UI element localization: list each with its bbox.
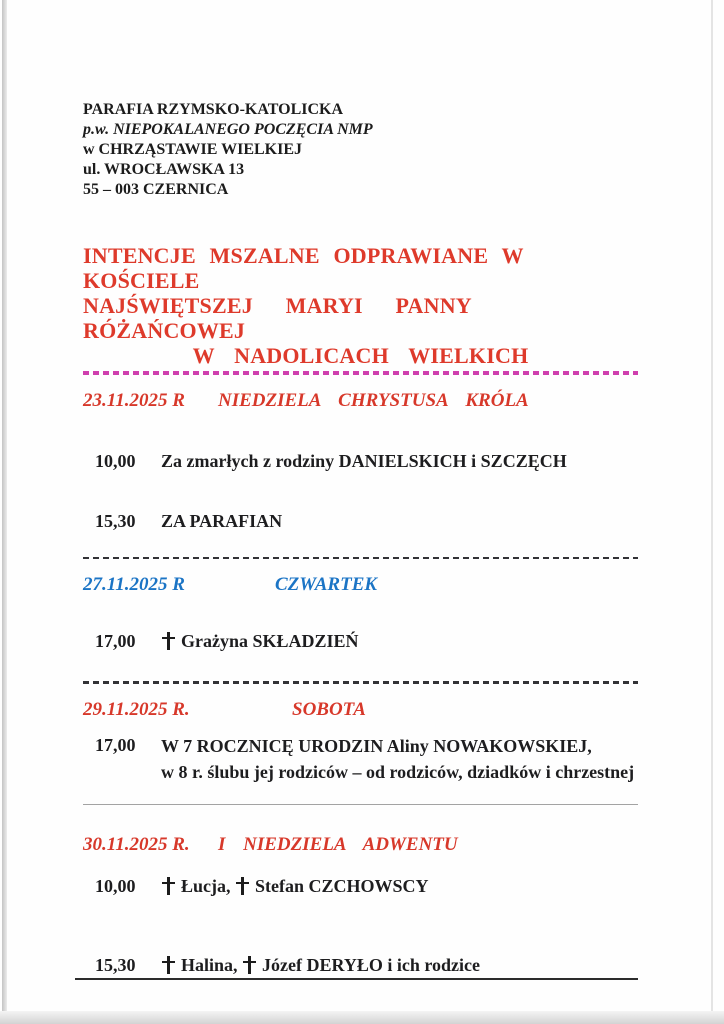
intention-text: ZA PARAFIAN [161,510,283,531]
intention-row [75,953,638,980]
intention-row [83,733,638,785]
section-1-date-row [83,389,638,413]
section-3-date-row [83,698,638,722]
intention-time: 17,00 [95,734,136,755]
date-label: 30.11.2025 R. [83,834,190,855]
parish-locality: w CHRZĄSTAWIE WIELKIEJ [83,141,303,158]
intention-text [161,629,359,653]
divider-black-dashed [83,557,638,560]
day-label: SOBOTA [292,698,366,720]
document-content [83,0,638,980]
intention-text: Za zmarłych z rodziny DANIELSKICH i SZCZĘCH [161,450,567,471]
intention-row [83,629,638,653]
cross-icon [162,632,175,650]
intention-text-line-2: w 8 r. ślubu jej rodziców – od rodziców, dziadków i chrzestnej [161,761,635,782]
intention-text [161,733,634,785]
parish-header [83,100,638,200]
section-2-date-row [83,573,638,597]
date-label: 29.11.2025 R. [83,698,190,720]
date-label: 27.11.2025 R [83,574,185,595]
divider-magenta-dashed [83,371,638,375]
parish-patron: p.w. NIEPOKALANEGO POCZĘCIA NMP [83,121,373,138]
divider-black-dashed [83,681,638,684]
intention-text [161,953,480,977]
title-line-2: NAJŚWIĘTSZEJ MARYI PANNY RÓŻAŃCOWEJ [83,293,472,343]
intention-name: Łucja, [181,876,231,896]
parish-street: ul. WROCŁAWSKA 13 [83,161,245,178]
title-line-1: INTENCJE MSZALNE ODPRAWIANE W KOŚCIELE [83,243,524,293]
parish-name: PARAFIA RZYMSKO-KATOLICKA [83,101,344,118]
cross-icon [243,956,256,974]
intention-name: Halina, [181,955,238,975]
cross-icon [162,956,175,974]
day-label: I NIEDZIELA ADWENTU [218,834,458,855]
intention-name: Stefan CZCHOWSCY [255,876,429,896]
divider-thin-solid [83,804,638,806]
date-label: 23.11.2025 R [83,389,185,411]
intention-text [161,874,429,898]
day-label: CZWARTEK [275,574,378,595]
page-title [83,243,638,368]
cross-icon [162,877,175,895]
intention-time: 15,30 [95,955,136,975]
scan-edge-left [2,0,7,1024]
day-label: NIEDZIELA CHRYSTUSA KRÓLA [218,389,529,411]
intention-row [83,874,638,898]
scan-edge-bottom [0,1011,724,1024]
intention-row [83,449,638,473]
title-line-3: W NADOLICACH WIELKICH [192,343,529,368]
intention-name: Józef DERYŁO i ich rodzice [262,955,481,975]
intention-text-line-1: W 7 ROCZNICĘ URODZIN Aliny NOWAKOWSKIEJ, [161,735,592,756]
intention-time: 15,30 [95,510,136,531]
parish-postal-code: 55 – 003 CZERNICA [83,181,229,198]
section-4-date-row [83,833,638,857]
intention-name: Grażyna SKŁADZIEŃ [181,631,359,651]
intention-row [83,509,638,533]
intention-time: 10,00 [95,876,136,896]
intention-time: 10,00 [95,450,136,471]
cross-icon [236,877,249,895]
scan-edge-right [711,0,713,1024]
intention-time: 17,00 [95,631,136,651]
